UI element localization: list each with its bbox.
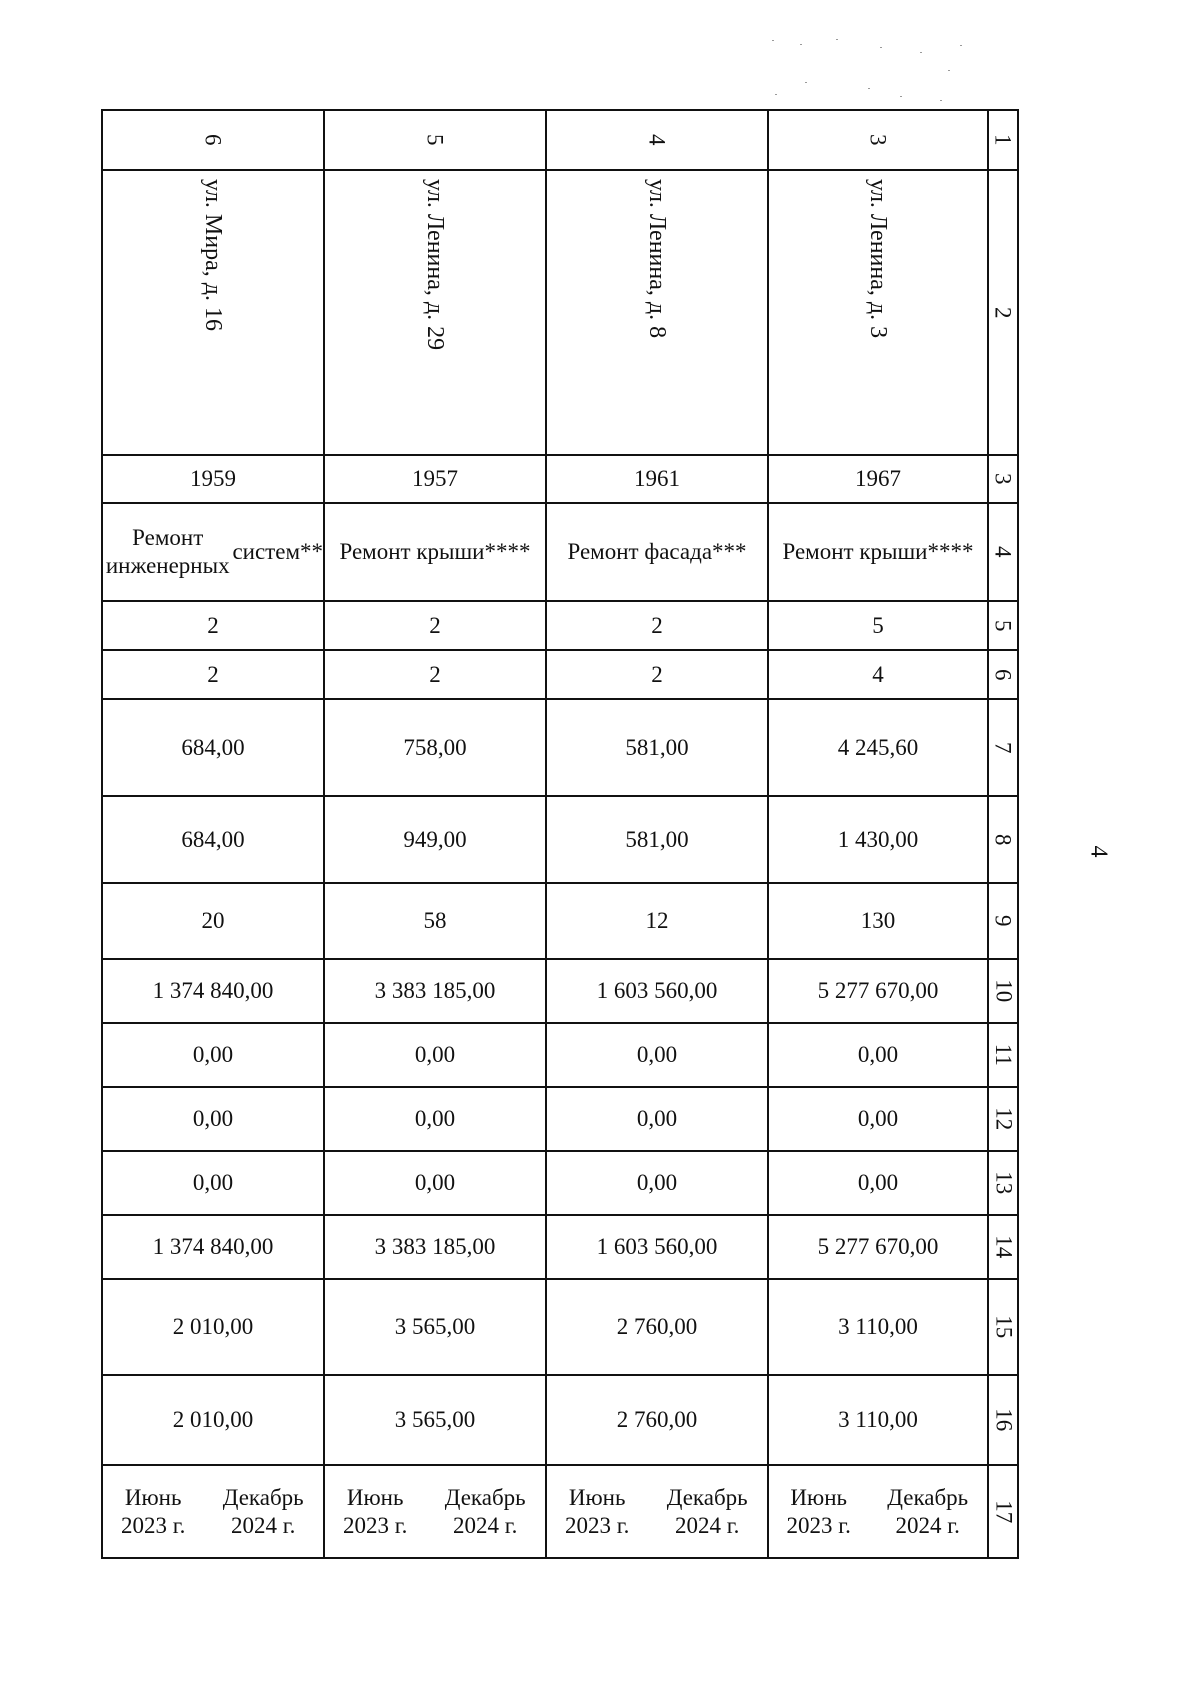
col-13-value: 0,00 bbox=[192, 1170, 234, 1196]
col-7-value: 4 245,60 bbox=[837, 734, 919, 760]
col-8-value: 1 430,00 bbox=[837, 826, 919, 852]
col-13-value: 0,00 bbox=[414, 1170, 456, 1196]
table-cell-row-index bbox=[989, 651, 1019, 700]
table-cell-entry-number bbox=[547, 111, 769, 171]
table-cell-col-13-value bbox=[325, 1152, 547, 1216]
row-index-number: 6 bbox=[990, 668, 1016, 681]
row-index-number: 10 bbox=[990, 979, 1016, 1003]
table-cell-entry-number bbox=[103, 111, 325, 171]
table-cell-col-7-value bbox=[103, 700, 325, 797]
table-cell-col-5-value bbox=[325, 602, 547, 651]
table-cell-row-index bbox=[989, 1466, 1019, 1559]
table-cell-row-index bbox=[989, 111, 1019, 171]
col-11-value: 0,00 bbox=[192, 1042, 234, 1068]
table-cell-col-13-value bbox=[547, 1152, 769, 1216]
page-number: 4 bbox=[1085, 845, 1112, 858]
table-cell-col-12-value bbox=[103, 1088, 325, 1152]
col-15-value: 3 110,00 bbox=[838, 1314, 918, 1340]
row-index-number: 12 bbox=[990, 1107, 1016, 1131]
scan-speck bbox=[772, 40, 774, 41]
table-cell-col-6-value bbox=[103, 651, 325, 700]
col-5-value: 2 bbox=[651, 612, 663, 638]
table-cell-col-14-value bbox=[769, 1216, 989, 1280]
work-type-line-1: Ремонт крыши**** bbox=[782, 539, 974, 565]
row-index-number: 9 bbox=[990, 915, 1016, 927]
col-10-value: 5 277 670,00 bbox=[817, 978, 939, 1004]
col-14-value: 3 383 185,00 bbox=[374, 1234, 496, 1260]
col-13-value: 0,00 bbox=[857, 1170, 899, 1196]
table-cell-construction-year bbox=[103, 456, 325, 504]
table-cell-col-10-value bbox=[769, 960, 989, 1024]
table-cell-col-6-value bbox=[547, 651, 769, 700]
address-text: ул. Ленина, д. 29 bbox=[422, 179, 448, 351]
table-cell-entry-number bbox=[325, 111, 547, 171]
repair-program-table bbox=[101, 109, 1019, 1559]
table-cell-row-index bbox=[989, 797, 1019, 884]
row-index-number: 8 bbox=[990, 833, 1016, 846]
work-type-line-2: систем** bbox=[232, 539, 323, 565]
table-cell-address bbox=[325, 171, 547, 456]
col-11-value: 0,00 bbox=[414, 1042, 456, 1068]
scan-speck bbox=[960, 45, 962, 46]
table-cell-col-6-value bbox=[769, 651, 989, 700]
row-index-number: 11 bbox=[990, 1043, 1016, 1067]
table-cell-construction-year bbox=[547, 456, 769, 504]
scan-speck bbox=[836, 39, 838, 40]
address-text: ул. Мира, д. 16 bbox=[200, 179, 226, 331]
row-index-number: 17 bbox=[990, 1500, 1016, 1523]
construction-year: 1961 bbox=[634, 466, 680, 492]
period-end: Декабрь 2024 г. bbox=[222, 1484, 304, 1538]
table-cell-row-index bbox=[989, 1280, 1019, 1376]
work-type-line-1: Ремонт крыши**** bbox=[339, 539, 531, 565]
table-cell-col-7-value bbox=[547, 700, 769, 797]
table-cell-col-7-value bbox=[325, 700, 547, 797]
table-cell-row-index bbox=[989, 1088, 1019, 1152]
table-cell-row-index bbox=[989, 171, 1019, 456]
address-text: ул. Ленина, д. 8 bbox=[644, 179, 670, 339]
row-index-number: 14 bbox=[990, 1235, 1016, 1259]
work-type-line-1: Ремонт фасада*** bbox=[567, 539, 747, 565]
row-index-number: 4 bbox=[990, 546, 1016, 558]
table-cell-col-15-value bbox=[769, 1280, 989, 1376]
table-cell-col-8-value bbox=[103, 797, 325, 884]
col-12-value: 0,00 bbox=[414, 1106, 456, 1132]
scan-speck bbox=[775, 94, 777, 95]
table-cell-row-index bbox=[989, 884, 1019, 960]
table-cell-address bbox=[547, 171, 769, 456]
table-cell-col-14-value bbox=[325, 1216, 547, 1280]
col-10-value: 1 374 840,00 bbox=[152, 978, 274, 1004]
col-8-value: 949,00 bbox=[403, 826, 467, 852]
col-9-value: 20 bbox=[201, 908, 225, 934]
table-cell-row-index bbox=[989, 456, 1019, 504]
col-14-value: 1 603 560,00 bbox=[596, 1234, 718, 1260]
col-6-value: 4 bbox=[872, 661, 884, 687]
table-cell-col-11-value bbox=[325, 1024, 547, 1088]
period-end: Декабрь 2024 г. bbox=[887, 1484, 969, 1538]
table-cell-col-16-value bbox=[325, 1376, 547, 1466]
work-type-line-1: Ремонт инженерных bbox=[105, 525, 230, 578]
scan-speck bbox=[880, 47, 882, 48]
col-9-value: 130 bbox=[860, 908, 896, 934]
table-cell-construction-year bbox=[325, 456, 547, 504]
col-7-value: 581,00 bbox=[625, 734, 689, 760]
col-15-value: 2 760,00 bbox=[616, 1314, 698, 1340]
col-6-value: 2 bbox=[207, 661, 219, 687]
period-start: Июнь 2023 г. bbox=[121, 1484, 186, 1538]
table-cell-col-8-value bbox=[325, 797, 547, 884]
col-6-value: 2 bbox=[429, 661, 441, 687]
table-cell-row-index bbox=[989, 1216, 1019, 1280]
col-16-value: 2 010,00 bbox=[172, 1407, 254, 1433]
table-cell-work-period bbox=[547, 1466, 769, 1559]
construction-year: 1959 bbox=[190, 466, 236, 492]
table-cell-work-type bbox=[103, 504, 325, 602]
row-index-number: 2 bbox=[990, 306, 1016, 319]
table-cell-col-9-value bbox=[769, 884, 989, 960]
table-cell-col-11-value bbox=[547, 1024, 769, 1088]
col-5-value: 5 bbox=[872, 612, 884, 638]
table-cell-col-8-value bbox=[547, 797, 769, 884]
table-cell-col-14-value bbox=[547, 1216, 769, 1280]
row-index-number: 5 bbox=[990, 619, 1016, 632]
period-start: Июнь 2023 г. bbox=[343, 1484, 408, 1538]
table-cell-address bbox=[769, 171, 989, 456]
table-cell-row-index bbox=[989, 960, 1019, 1024]
entry-number: 4 bbox=[644, 134, 670, 146]
col-14-value: 1 374 840,00 bbox=[152, 1234, 274, 1260]
col-6-value: 2 bbox=[651, 661, 663, 687]
col-13-value: 0,00 bbox=[636, 1170, 678, 1196]
table-cell-col-7-value bbox=[769, 700, 989, 797]
col-12-value: 0,00 bbox=[857, 1106, 899, 1132]
col-5-value: 2 bbox=[207, 612, 219, 638]
table-cell-col-9-value bbox=[547, 884, 769, 960]
col-11-value: 0,00 bbox=[636, 1042, 678, 1068]
table-cell-work-type bbox=[325, 504, 547, 602]
table-cell-col-9-value bbox=[103, 884, 325, 960]
col-16-value: 3 565,00 bbox=[394, 1407, 476, 1433]
table-cell-work-period bbox=[769, 1466, 989, 1559]
table-cell-col-11-value bbox=[103, 1024, 325, 1088]
table-cell-col-12-value bbox=[325, 1088, 547, 1152]
table-cell-work-period bbox=[103, 1466, 325, 1559]
address-text: ул. Ленина, д. 3 bbox=[865, 179, 891, 339]
scan-speck bbox=[868, 88, 870, 89]
table-cell-col-5-value bbox=[547, 602, 769, 651]
col-8-value: 581,00 bbox=[625, 826, 689, 852]
period-end: Декабрь 2024 г. bbox=[666, 1484, 748, 1538]
scan-speck bbox=[800, 44, 802, 45]
row-index-number: 16 bbox=[990, 1408, 1016, 1432]
scan-speck bbox=[920, 52, 922, 53]
col-16-value: 2 760,00 bbox=[616, 1407, 698, 1433]
col-15-value: 3 565,00 bbox=[394, 1314, 476, 1340]
construction-year: 1957 bbox=[412, 466, 458, 492]
col-9-value: 58 bbox=[423, 908, 447, 934]
row-index-number: 7 bbox=[990, 741, 1016, 754]
table-cell-entry-number bbox=[769, 111, 989, 171]
table-cell-row-index bbox=[989, 700, 1019, 797]
row-index-number: 13 bbox=[990, 1171, 1016, 1195]
col-8-value: 684,00 bbox=[181, 826, 245, 852]
entry-number: 5 bbox=[422, 134, 448, 146]
col-14-value: 5 277 670,00 bbox=[817, 1234, 939, 1260]
period-start: Июнь 2023 г. bbox=[565, 1484, 630, 1538]
col-7-value: 684,00 bbox=[181, 734, 245, 760]
row-index-number: 1 bbox=[990, 134, 1016, 146]
col-10-value: 1 603 560,00 bbox=[596, 978, 718, 1004]
table-cell-col-9-value bbox=[325, 884, 547, 960]
row-index-number: 3 bbox=[990, 473, 1016, 485]
table-cell-col-5-value bbox=[769, 602, 989, 651]
table-cell-work-type bbox=[547, 504, 769, 602]
construction-year: 1967 bbox=[855, 466, 901, 492]
table-cell-col-10-value bbox=[547, 960, 769, 1024]
entry-number: 6 bbox=[200, 134, 226, 146]
period-end: Декабрь 2024 г. bbox=[444, 1484, 526, 1538]
table-cell-col-6-value bbox=[325, 651, 547, 700]
table-cell-col-16-value bbox=[547, 1376, 769, 1466]
table-cell-col-8-value bbox=[769, 797, 989, 884]
table-cell-col-13-value bbox=[769, 1152, 989, 1216]
scan-speck bbox=[948, 70, 950, 71]
col-7-value: 758,00 bbox=[403, 734, 467, 760]
col-11-value: 0,00 bbox=[857, 1042, 899, 1068]
table-cell-row-index bbox=[989, 504, 1019, 602]
col-16-value: 3 110,00 bbox=[838, 1407, 918, 1433]
table-cell-col-12-value bbox=[769, 1088, 989, 1152]
scan-speck bbox=[900, 96, 902, 97]
scan-speck bbox=[940, 100, 942, 101]
table-cell-col-15-value bbox=[547, 1280, 769, 1376]
table-cell-col-16-value bbox=[769, 1376, 989, 1466]
table-cell-row-index bbox=[989, 602, 1019, 651]
table-cell-construction-year bbox=[769, 456, 989, 504]
table-cell-row-index bbox=[989, 1024, 1019, 1088]
table-cell-address bbox=[103, 171, 325, 456]
col-10-value: 3 383 185,00 bbox=[374, 978, 496, 1004]
table-cell-col-10-value bbox=[325, 960, 547, 1024]
col-12-value: 0,00 bbox=[192, 1106, 234, 1132]
entry-number: 3 bbox=[865, 134, 891, 146]
col-9-value: 12 bbox=[645, 908, 669, 934]
table-cell-col-12-value bbox=[547, 1088, 769, 1152]
col-12-value: 0,00 bbox=[636, 1106, 678, 1132]
table-cell-col-5-value bbox=[103, 602, 325, 651]
table-cell-col-16-value bbox=[103, 1376, 325, 1466]
table-cell-col-10-value bbox=[103, 960, 325, 1024]
scan-speck bbox=[805, 82, 807, 83]
table-cell-row-index bbox=[989, 1152, 1019, 1216]
table-cell-col-14-value bbox=[103, 1216, 325, 1280]
table-cell-col-15-value bbox=[325, 1280, 547, 1376]
col-15-value: 2 010,00 bbox=[172, 1314, 254, 1340]
table-cell-row-index bbox=[989, 1376, 1019, 1466]
table-cell-work-type bbox=[769, 504, 989, 602]
row-index-number: 15 bbox=[990, 1315, 1016, 1339]
table-cell-col-11-value bbox=[769, 1024, 989, 1088]
table-cell-work-period bbox=[325, 1466, 547, 1559]
table-cell-col-15-value bbox=[103, 1280, 325, 1376]
table-cell-col-13-value bbox=[103, 1152, 325, 1216]
period-start: Июнь 2023 г. bbox=[786, 1484, 851, 1538]
col-5-value: 2 bbox=[429, 612, 441, 638]
